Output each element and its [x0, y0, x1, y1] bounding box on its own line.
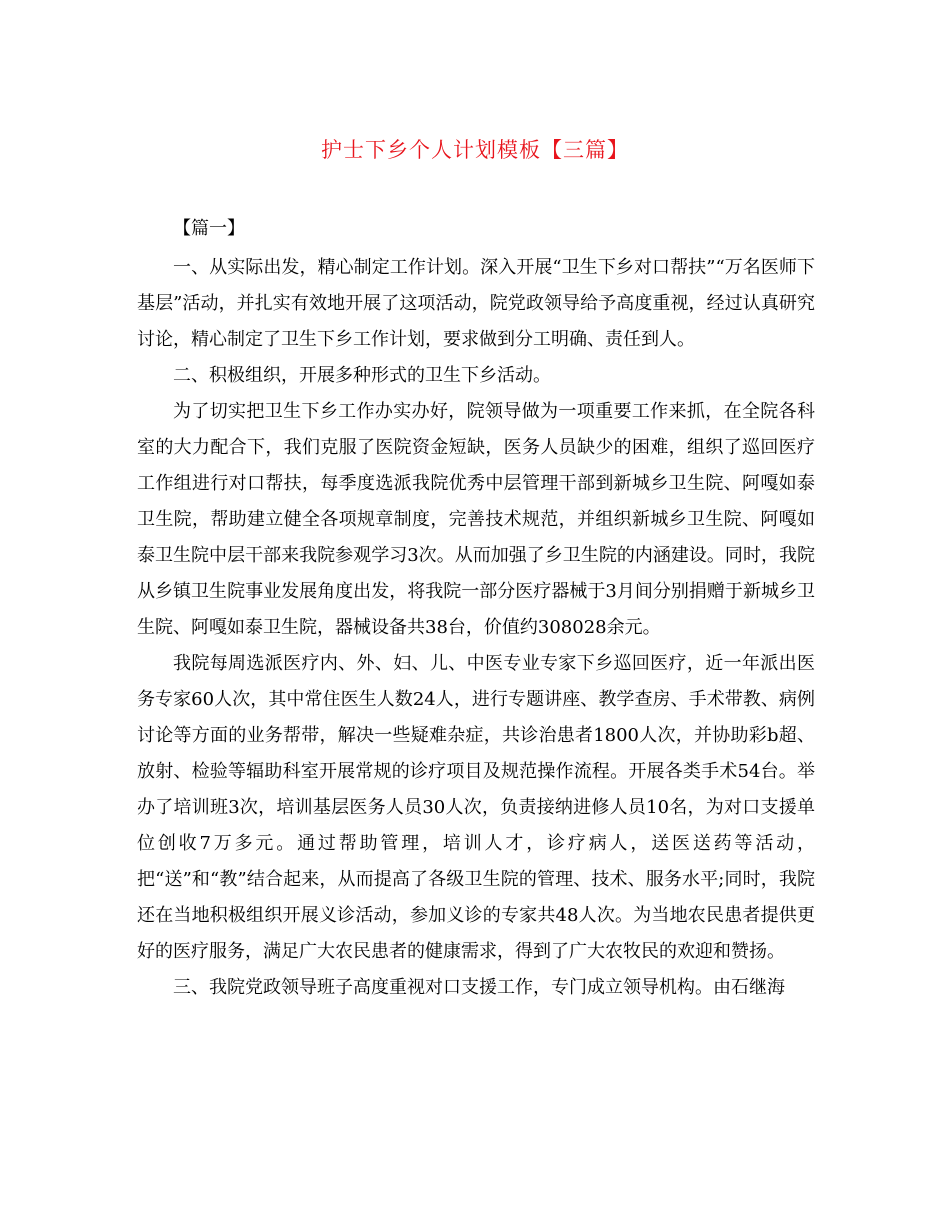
document-title: 护士下乡个人计划模板【三篇】 — [321, 138, 629, 162]
paragraph-2: 二、积极组织，开展多种形式的卫生下乡活动。 — [173, 365, 551, 386]
paragraph-5: 三、我院党政领导班子高度重视对口支援工作，专门成立领导机构。由石继海 — [173, 977, 785, 998]
paragraph-4: 我院每周选派医疗内、外、妇、儿、中医专业专家下乡巡回医疗，近一年派出医务专家60人次，其中常住医生人数24人，进行专题讲座、教学查房、手术带教、病例讨论等方面的业务帮带，解决一些疑难杂症，共诊治患者1800人次，并协助彩b超、放射、检验等辐助科室开展常规的诊疗项目及规范操作流程。开展各类手术54台。举办了培训班3次，培训基层医务人员30人次，负责接纳进修人员10名，为对口支援单位创收7万多元。通过帮助管理，培训人才，诊疗病人，送医送药等活动，把“送”和“教”结合起来，从而提高了各级卫生院的管理、技术、服务水平;同时，我院还在当地积极组织开展义诊活动，参加义诊的专家共48人次。为当地农民患者提供更好的医疗服务，满足广大农民患者的健康需求，得到了广大农牧民的欢迎和赞扬。 — [137, 653, 815, 962]
section-heading: 【篇一】 — [173, 218, 245, 239]
paragraph-3: 为了切实把卫生下乡工作办实办好，院领导做为一项重要工作来抓，在全院各科室的大力配合下，我们克服了医院资金短缺，医务人员缺少的困难，组织了巡回医疗工作组进行对口帮扶，每季度选派我院优秀中层管理干部到新城乡卫生院、阿嘎如泰卫生院，帮助建立健全各项规章制度，完善技术规范，并组织新城乡卫生院、阿嘎如泰卫生院中层干部来我院参观学习3次。从而加强了乡卫生院的内涵建设。同时，我院从乡镇卫生院事业发展角度出发，将我院一部分医疗器械于3月间分别捐赠于新城乡卫生院、阿嘎如泰卫生院，器械设备共38台，价值约308028余元。 — [137, 401, 815, 638]
paragraph-1: 一、从实际出发，精心制定工作计划。深入开展“卫生下乡对口帮扶”“万名医师下基层”活动，并扎实有效地开展了这项活动，院党政领导给予高度重视，经过认真研究讨论，精心制定了卫生下乡工作计划，要求做到分工明确、责任到人。 — [137, 257, 815, 350]
document-body — [137, 216, 815, 1006]
